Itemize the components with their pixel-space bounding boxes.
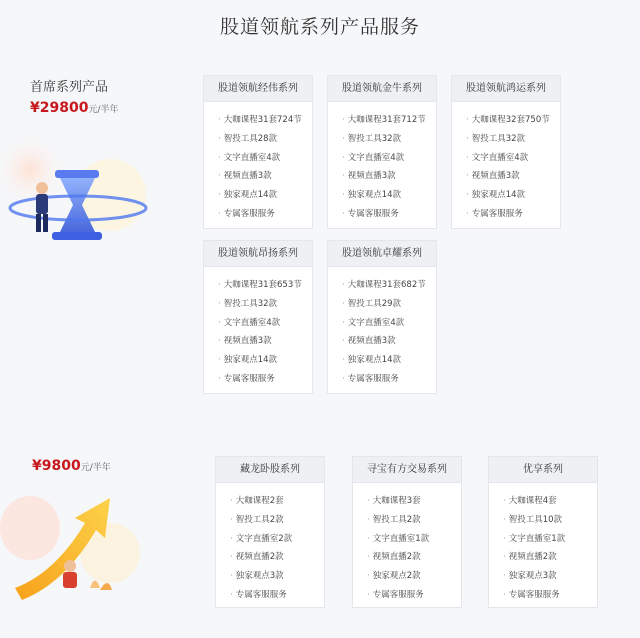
product-card-hongyun[interactable] xyxy=(451,75,561,229)
feature-item: · 独家观点3款 xyxy=(503,567,597,586)
feature-item: · 智投工具28款 xyxy=(218,130,312,149)
product-card-canglong[interactable] xyxy=(215,456,325,608)
feature-item: · 独家观点3款 xyxy=(230,567,324,586)
product-card-youxiang[interactable] xyxy=(488,456,598,608)
feature-item: · 智投工具2款 xyxy=(367,511,461,530)
feature-item: · 文字直播室4款 xyxy=(342,149,436,168)
feature-item: · 专属客服服务 xyxy=(342,370,436,389)
feature-item: · 专属客服服务 xyxy=(218,370,312,389)
feature-item: · 独家观点14款 xyxy=(218,351,312,370)
feature-item: · 文字直播室4款 xyxy=(466,149,560,168)
feature-item: · 智投工具32款 xyxy=(342,130,436,149)
feature-item: · 独家观点14款 xyxy=(342,186,436,205)
feature-item: · 大咖课程31套653节 xyxy=(218,276,312,295)
feature-item: · 视频直播3款 xyxy=(342,167,436,186)
feature-item: · 专属客服服务 xyxy=(367,586,461,605)
product-card-zhuoyao[interactable] xyxy=(327,240,437,394)
tier2-price-value: ¥9800 xyxy=(32,458,81,474)
card-title: 优享系列 xyxy=(489,457,597,483)
feature-item: · 大咖课程32套750节 xyxy=(466,111,560,130)
feature-item: · 专属客服服务 xyxy=(218,205,312,224)
tier1-label: 首席系列产品 xyxy=(30,80,109,95)
card-title: 股道领航经伟系列 xyxy=(204,76,312,102)
feature-item: · 文字直播室2款 xyxy=(230,530,324,549)
feature-item: · 独家观点14款 xyxy=(218,186,312,205)
feature-list xyxy=(489,483,597,611)
tier1-price-value: ¥29800 xyxy=(30,100,89,116)
hourglass-illustration xyxy=(0,130,150,250)
feature-item: · 独家观点14款 xyxy=(342,351,436,370)
feature-list xyxy=(452,102,560,230)
feature-item: · 视频直播2款 xyxy=(367,548,461,567)
feature-item: · 文字直播室1款 xyxy=(503,530,597,549)
page-title: 股道领航系列产品服务 xyxy=(219,16,420,38)
rising-arrow-illustration xyxy=(0,478,140,608)
feature-item: · 视频直播3款 xyxy=(342,332,436,351)
card-title: 藏龙卧股系列 xyxy=(216,457,324,483)
feature-item: · 文字直播室4款 xyxy=(218,314,312,333)
feature-item: · 智投工具10款 xyxy=(503,511,597,530)
card-title: 股道领航鸿运系列 xyxy=(452,76,560,102)
feature-item: · 大咖课程31套682节 xyxy=(342,276,436,295)
product-card-angyang[interactable] xyxy=(203,240,313,394)
feature-list xyxy=(353,483,461,611)
feature-item: · 专属客服服务 xyxy=(466,205,560,224)
feature-item: · 文字直播室1款 xyxy=(367,530,461,549)
card-title: 股道领航昂扬系列 xyxy=(204,241,312,267)
tier1-price xyxy=(30,100,119,116)
feature-item: · 文字直播室4款 xyxy=(342,314,436,333)
product-card-xunbao[interactable] xyxy=(352,456,462,608)
feature-item: · 大咖课程4套 xyxy=(503,492,597,511)
feature-item: · 智投工具32款 xyxy=(218,295,312,314)
feature-item: · 大咖课程31套712节 xyxy=(342,111,436,130)
feature-item: · 专属客服服务 xyxy=(342,205,436,224)
feature-list xyxy=(328,267,436,395)
card-title: 股道领航卓耀系列 xyxy=(328,241,436,267)
feature-item: · 大咖课程2套 xyxy=(230,492,324,511)
feature-item: · 大咖课程3套 xyxy=(367,492,461,511)
feature-item: · 专属客服服务 xyxy=(230,586,324,605)
card-title: 股道领航金牛系列 xyxy=(328,76,436,102)
feature-list xyxy=(204,102,312,230)
feature-item: · 智投工具2款 xyxy=(230,511,324,530)
feature-item: · 大咖课程31套724节 xyxy=(218,111,312,130)
feature-item: · 独家观点14款 xyxy=(466,186,560,205)
tier2-price-unit: 元/半年 xyxy=(80,463,111,473)
feature-item: · 独家观点2款 xyxy=(367,567,461,586)
feature-item: · 视频直播3款 xyxy=(466,167,560,186)
tier1-price-unit: 元/半年 xyxy=(88,105,119,115)
feature-list xyxy=(328,102,436,230)
product-card-jingwei[interactable] xyxy=(203,75,313,229)
feature-item: · 文字直播室4款 xyxy=(218,149,312,168)
feature-item: · 视频直播2款 xyxy=(230,548,324,567)
feature-item: · 视频直播2款 xyxy=(503,548,597,567)
feature-list xyxy=(216,483,324,611)
feature-item: · 智投工具32款 xyxy=(466,130,560,149)
feature-item: · 智投工具29款 xyxy=(342,295,436,314)
product-card-jinniu[interactable] xyxy=(327,75,437,229)
tier2-price xyxy=(32,458,111,474)
card-title: 寻宝有方交易系列 xyxy=(353,457,461,483)
feature-list xyxy=(204,267,312,395)
feature-item: · 视频直播3款 xyxy=(218,332,312,351)
feature-item: · 视频直播3款 xyxy=(218,167,312,186)
feature-item: · 专属客服服务 xyxy=(503,586,597,605)
